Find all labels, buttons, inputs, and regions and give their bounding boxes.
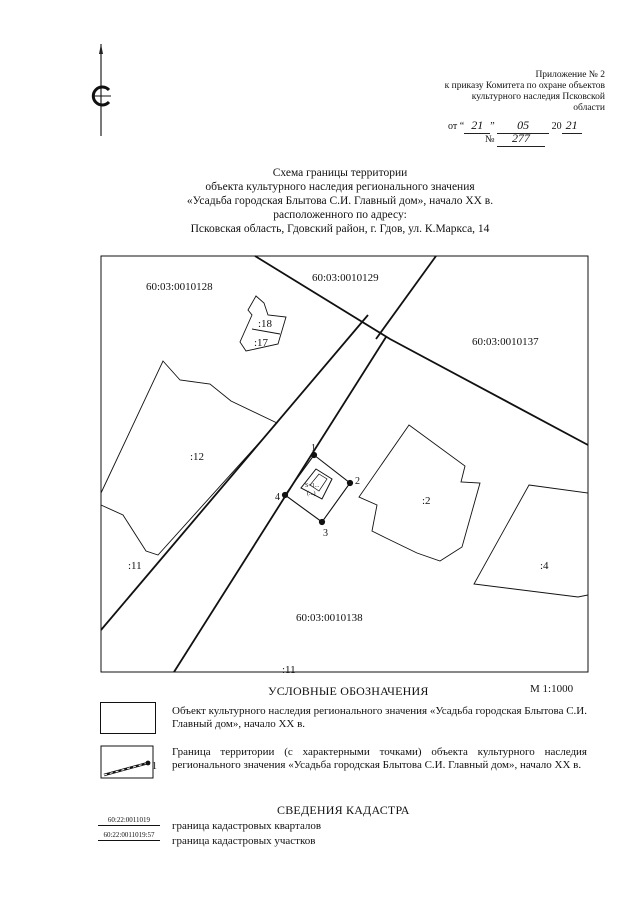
boundary-point-2 xyxy=(347,480,352,485)
date-month: 05 xyxy=(497,118,549,134)
title-line: Псковская область, Гдовский район, г. Гдов, ул. К.Маркса, 14 xyxy=(190,223,490,235)
point-label-4: 4 xyxy=(275,492,280,503)
parcel-label: :11 xyxy=(282,664,296,675)
map-scale: М 1:1000 xyxy=(530,683,574,695)
north-arrow-icon xyxy=(78,40,128,140)
map-frame xyxy=(101,256,588,672)
quarter-label: 60:03:0010138 xyxy=(296,612,363,624)
legend-object-text: Объект культурного наследия регионального значения «Усадьба городская Блытова С.И. Главный дом», начало XX в. xyxy=(172,705,587,730)
scheme-title xyxy=(130,166,550,236)
cadastral-map xyxy=(100,255,590,675)
parcel-label: :4 xyxy=(540,560,549,572)
boundary-point-4 xyxy=(282,492,287,497)
number-prefix: № xyxy=(485,134,495,145)
cadastre-title: СВЕДЕНИЯ КАДАСТРА xyxy=(277,803,410,817)
cadastre-parcel-text: граница кадастровых участков xyxy=(172,835,316,847)
parcel-label: :17 xyxy=(254,337,269,349)
order-date: от “ 21 ” 05 20 21 xyxy=(448,118,582,134)
object-area-label: (...) xyxy=(307,491,316,497)
order-number xyxy=(485,131,545,147)
cadastre-parcel-sample: 60:22:0011019:57 xyxy=(98,831,160,841)
quarter-boundary xyxy=(376,256,436,339)
legend-boundary-text: Граница территории (с характерными точками) объекта культурного наследия регионального значения «Усадьба городская Блытова С.И. Главный дом», начало XX в. xyxy=(172,746,587,771)
title-line: Схема границы территории xyxy=(272,167,408,179)
point-label-3: 3 xyxy=(323,528,328,539)
appendix-line: культурного наследия Псковской xyxy=(471,92,605,102)
legend-object-symbol xyxy=(100,702,156,734)
title-line: «Усадьба городская Блытова С.И. Главный дом», начало XX в. xyxy=(186,195,494,207)
point-label-2: 2 xyxy=(355,476,360,487)
date-year-suffix: 21 xyxy=(562,118,582,134)
appendix-line: Приложение № 2 xyxy=(535,70,605,80)
parcel-label: :11 xyxy=(128,560,142,572)
legend-title: УСЛОВНЫЕ ОБОЗНАЧЕНИЯ xyxy=(268,684,429,698)
parcel-label: :18 xyxy=(258,318,273,330)
quarter-label: 60:03:0010128 xyxy=(146,281,213,293)
street-boundary-left xyxy=(101,315,368,630)
quarter-label: 60:03:0010129 xyxy=(312,272,379,284)
object-area-label: S=1... xyxy=(305,483,320,489)
parcel-label: :2 xyxy=(422,495,431,507)
parcel-4-outline xyxy=(474,485,588,597)
legend-point-label: 1 xyxy=(152,761,157,772)
date-day: 21 xyxy=(464,118,490,134)
point-label-1: 1 xyxy=(311,443,316,454)
appendix-line: области xyxy=(573,103,605,113)
cadastre-quarter-sample: 60:22:0011019 xyxy=(98,816,160,826)
appendix-header xyxy=(400,70,605,114)
parcel-2-outline xyxy=(359,425,480,561)
boundary-point-3 xyxy=(319,519,324,524)
title-line: расположенного по адресу: xyxy=(273,209,407,221)
title-line: объекта культурного наследия регионального значения xyxy=(205,181,475,193)
quarter-boundary xyxy=(255,256,588,445)
legend-boundary-symbol xyxy=(100,745,160,781)
appendix-line: к приказу Комитета по охране объектов xyxy=(444,81,605,91)
date-year-prefix: 20 xyxy=(551,121,562,132)
quarter-label: 60:03:0010137 xyxy=(472,336,539,348)
number-value: 277 xyxy=(497,131,545,147)
parcel-label: :12 xyxy=(190,451,205,463)
date-prefix: от xyxy=(448,121,458,132)
cadastre-quarter-text: граница кадастровых кварталов xyxy=(172,820,322,832)
